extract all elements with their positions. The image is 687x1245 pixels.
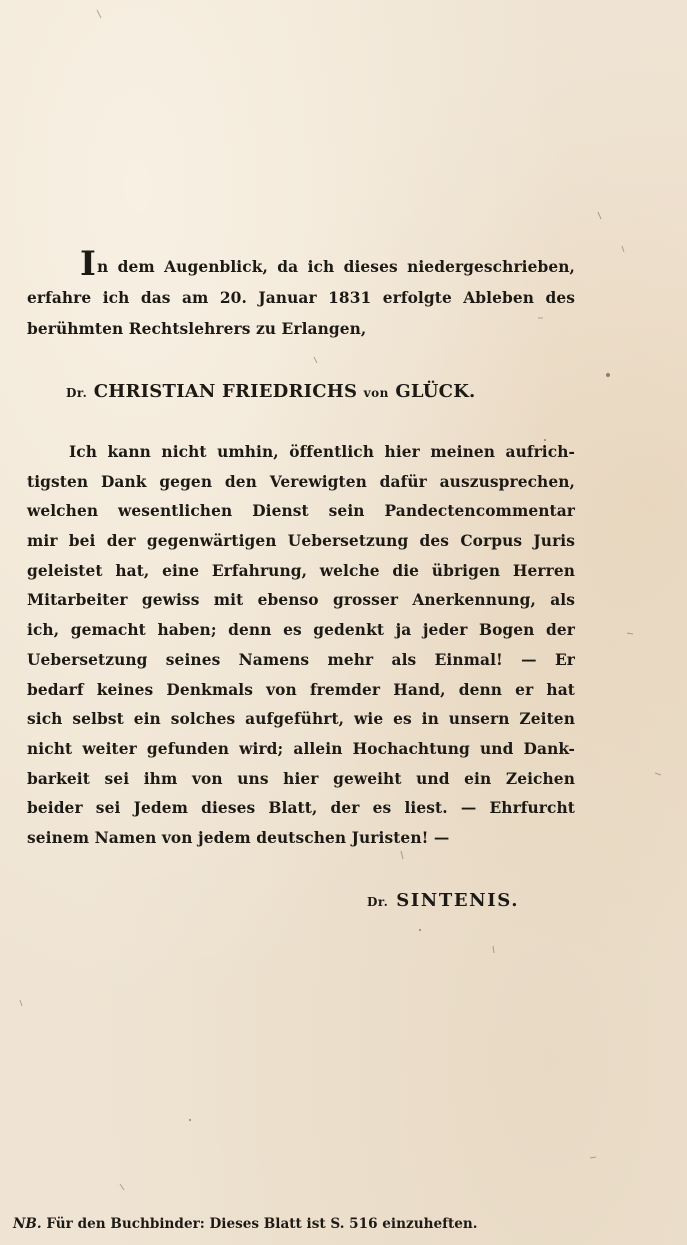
nb-mark: NB. — [13, 1216, 42, 1232]
body-line: Ich kann nicht umhin, öffentlich hier meinen aufrich- — [69, 443, 575, 461]
body-line: ich, gemacht haben; denn es gedenkt ja jeder Bogen der — [27, 621, 575, 640]
intro-line — [27, 244, 575, 284]
honoree-surname: GLÜCK. — [395, 381, 476, 402]
signature-title: Dr. — [367, 895, 389, 909]
intro-line: erfahre ich das am 20. Januar 1831 erfolgte Ableben des — [27, 289, 575, 307]
body-line: welchen wesentlichen Dienst sein Pandectencommentar — [27, 502, 575, 521]
binder-note-text: Für den Buchbinder: Dieses Blatt ist S. 516 einzuheften. — [46, 1216, 478, 1232]
body-line: bedarf keines Denkmals von fremder Hand, denn er hat — [27, 680, 575, 699]
body-line: mir bei der gegenwärtigen Uebersetzung des Corpus Juris — [27, 532, 575, 551]
body-line: tigsten Dank gegen den Verewigten dafür auszusprechen, — [27, 472, 575, 491]
drop-cap: I — [80, 244, 97, 284]
body-line: nicht weiter gefunden wird; allein Hochachtung und Dank- — [27, 739, 575, 758]
body-line: beider sei Jedem dieses Blatt, der es liest. — Ehrfurcht — [27, 799, 575, 818]
intro-line: berühmten Rechtslehrers zu Erlangen, — [27, 320, 367, 338]
body-line: geleistet hat, eine Erfahrung, welche die übrigen Herren — [27, 561, 575, 580]
intro-line-text: n dem Augenblick, da ich dieses niedergeschrieben, — [97, 258, 575, 276]
tribute-paragraph — [27, 438, 575, 854]
body-line: Mitarbeiter gewiss mit ebenso grosser Anerkennung, als — [27, 591, 575, 610]
body-line: Uebersetzung seines Namens mehr als Einmal! — Er — [27, 650, 575, 669]
intro-paragraph — [27, 244, 575, 345]
honoree-name — [66, 375, 546, 409]
body-line: seinem Namen von jedem deutschen Juristen! — — [27, 828, 450, 847]
honoree-given-names: CHRISTIAN FRIEDRICHS — [93, 381, 358, 402]
binder-note — [13, 1210, 573, 1238]
signature-name: SINTENIS. — [396, 890, 520, 911]
body-line: sich selbst ein solches aufgeführt, wie es in unsern Zeiten — [27, 710, 575, 729]
body-line: barkeit sei ihm von uns hier geweiht und ein Zeichen — [27, 769, 575, 788]
signature — [367, 885, 567, 917]
honoree-particle: von — [363, 386, 389, 400]
honoree-title: Dr. — [66, 386, 88, 400]
